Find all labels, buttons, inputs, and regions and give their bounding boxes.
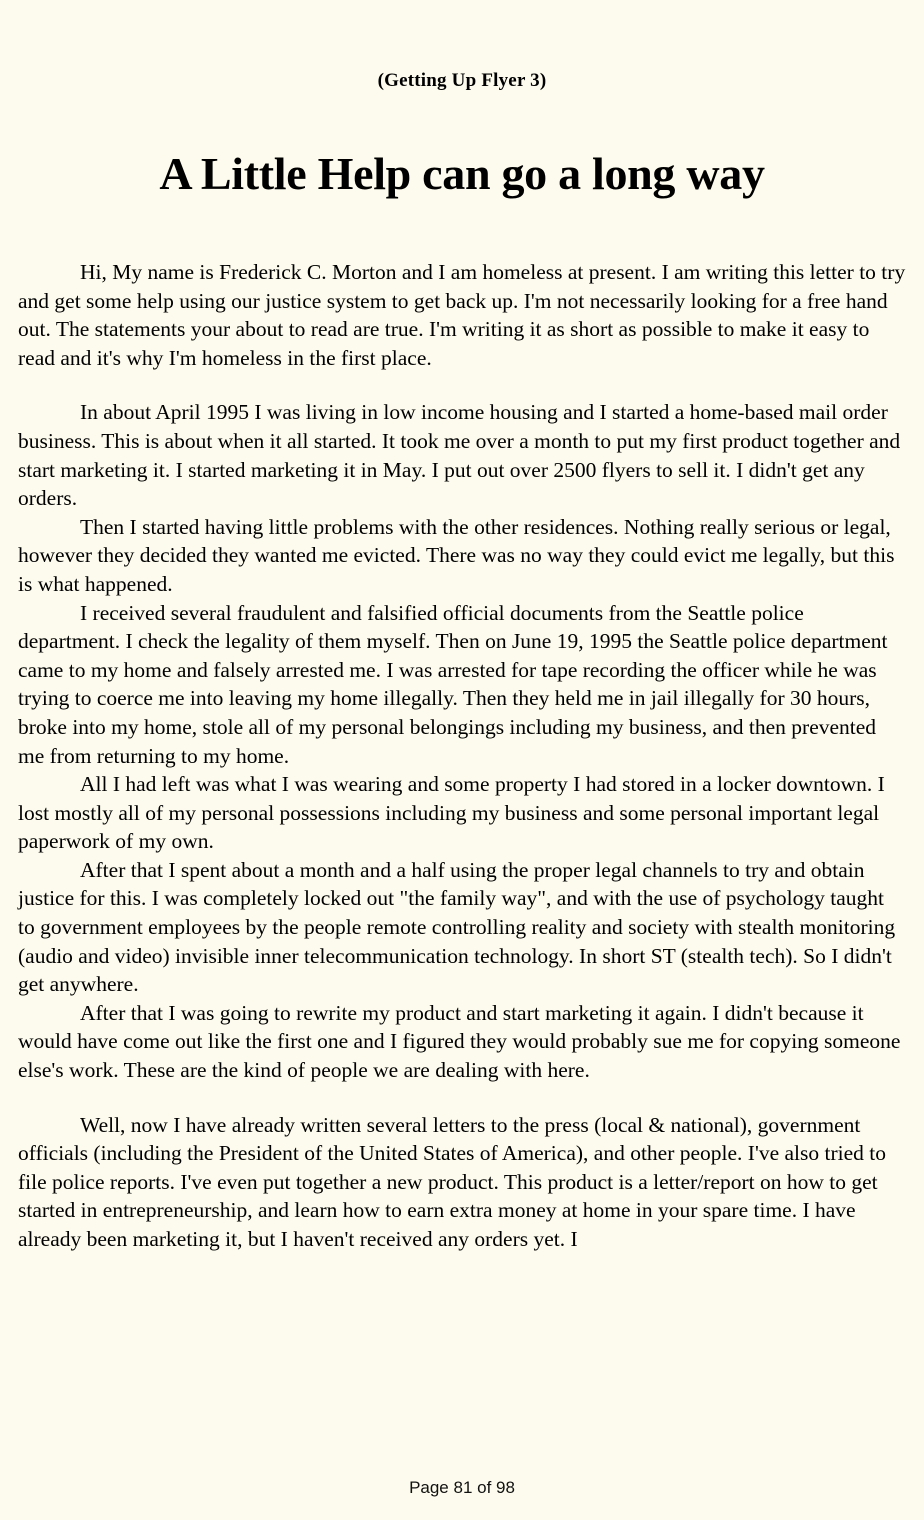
paragraph: In about April 1995 I was living in low income housing and I started a home-based mail order business. This is about when it all started. It took me over a month to put my first product together and start marketing it. I started marketing it in May. I put out over 2500 flyers to sell it. I didn't get any orders. xyxy=(18,400,901,511)
flyer-tag: (Getting Up Flyer 3) xyxy=(377,70,547,91)
paragraph: After that I spent about a month and a half using the proper legal channels to try and obtain justice for this. I was completely locked out "the family way", and with the use of psychology taught to government employees by the people remote controlling reality and society with stealth monitoring (audio and video) invisible inner telecommunication technology. In short ST (stealth tech). So I didn't get anywhere. xyxy=(18,857,896,997)
page-footer: Page 81 of 98 xyxy=(409,1478,515,1497)
paragraph: Well, now I have already written several letters to the press (local & national), government officials (including the President of the United States of America), and other people. I've also tried to file police reports. I've even put together a new product. This product is a letter/report on how to get started in entrepreneurship, and learn how to earn extra money at home in your spare time. I have already been marketing it, but I haven't received any orders yet. I xyxy=(18,1112,887,1251)
document-page xyxy=(0,70,924,1520)
paragraph: I received several fraudulent and falsified official documents from the Seattle police department. I check the legality of them myself. Then on June 19, 1995 the Seattle police department came to my home and falsely arrested me. I was arrested for tape recording the officer while he was trying to coerce me into leaving my home illegally. Then they held me in jail illegally for 30 hours, broke into my home, stole all of my personal belongings including my business, and then prevented me from returning to my home. xyxy=(18,600,888,768)
paragraph: After that I was going to rewrite my product and start marketing it again. I didn't because it would have come out like the first one and I figured they would probably sue me for copying someone else's work. These are the kind of people we are dealing with here. xyxy=(18,1000,901,1083)
paragraph: Hi, My name is Frederick C. Morton and I am homeless at present. I am writing this letter to try and get some help using our justice system to get back up. I'm not necessarily looking for a free hand out. The statements your about to read are true. I'm writing it as short as possible to make it easy to read and it's why I'm homeless in the first place. xyxy=(18,260,906,370)
paragraph: All I had left was what I was wearing and some property I had stored in a locker downtown. I lost mostly all of my personal possessions including my business and some personal important legal paperwork of my own. xyxy=(18,772,885,854)
page-title: A Little Help can go a long way xyxy=(159,148,765,199)
document-body xyxy=(18,258,906,1254)
paragraph: Then I started having little problems with the other residences. Nothing really serious or legal, however they decided they wanted me evicted. There was no way they could evict me legally, but this is what happened. xyxy=(18,514,895,596)
